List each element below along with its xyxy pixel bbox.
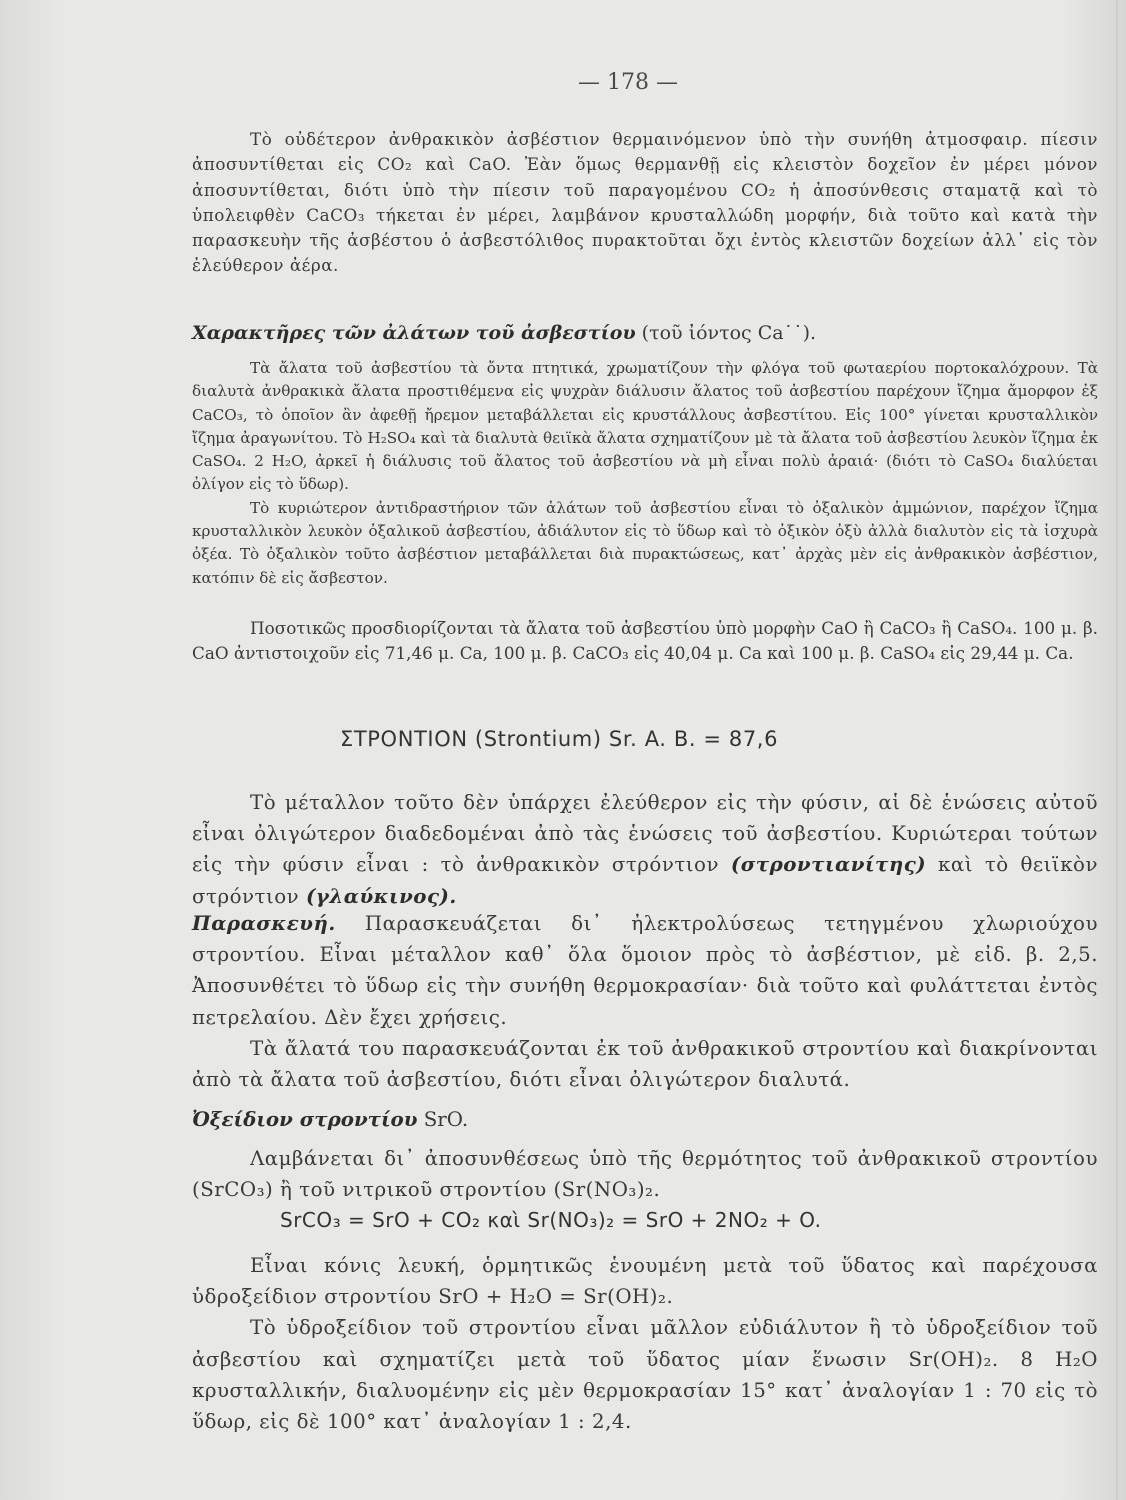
strontium-title: ΣΤΡΟΝΤΙΟΝ (Strontium) Sr. A. B. = 87,6 xyxy=(340,727,779,751)
hydroxide-para: Τὸ ὑδροξείδιον τοῦ στροντίου εἶναι μᾶλλον εὐδιάλυτον ἢ τὸ ὑδροξείδιον τοῦ ἀσβεστίου καὶ σχηματίζει μετὰ τοῦ ὕδατος μίαν ἕνωσιν Sr(OH)₂. 8 H₂O κρυσταλλικήν, διαλυομένην εἰς μὲν θερμοκρασίαν 15° κατ᾿ ἀναλογίαν 1 : 70 εἰς τὸ ὕδωρ, εἰς δὲ 100° κατ᾿ ἀναλογίαν 1 : 2,4. xyxy=(192,1316,1098,1434)
strontium-intro-b: καὶ τὸ θειϊκὸν στρόντιον xyxy=(192,853,1098,908)
strontium-preparation xyxy=(192,908,1098,1095)
preparation-heading: Παρασκευή. xyxy=(192,911,336,935)
strontium-oxide-props xyxy=(192,1250,1098,1437)
calcium-salts-heading-suffix: (τοῦ ἰόντος Ca˙˙). xyxy=(635,322,817,344)
calcium-para-4: Ποσοτικῶς προσδιορίζονται τὰ ἄλατα τοῦ ἀσβεστίου ὑπὸ μορφὴν CaO ἢ CaCO₃ ἢ CaSO₄. 100 μ. β. CaO ἀντιστοιχοῦν εἰς 71,46 μ. Ca, 100 μ. β. CaCO₃ εἰς 40,04 μ. Ca καὶ 100 μ. β. CaSO₄ εἰς 29,44 μ. Ca. xyxy=(192,618,1098,664)
oxide-heading: Ὀξείδιον στροντίου xyxy=(192,1107,418,1131)
calcium-salts-text xyxy=(192,357,1098,590)
calcium-para-2: Τὰ ἄλατα τοῦ ἀσβεστίου τὰ ὄντα πτητικά, χρωματίζουν τὴν φλόγα τοῦ φωταερίου πορτοκαλόχρουν. Τὰ διαλυτὰ ἀνθρακικὰ ἄλατα προστιθέμενα εἰς ψυχρὰν διάλυσιν ἄλατος τοῦ ἀσβεστίου παρέχουν ἴζημα ἄμορφον ἐξ CaCO₃, τὸ ὁποῖον ἂν ἀφεθῇ ἤρεμον μεταβάλλεται εἰς κρυστάλλους ἀσβεστίτου. Εἰς 100° γίνεται κρυσταλλικὸν ἴζημα ἀραγωνίτου. Τὸ H₂SO₄ καὶ τὰ διαλυτὰ θειϊκὰ ἄλατα σχηματίζουν μὲ τὰ ἄλατα τοῦ ἀσβεστίου λευκὸν ἴζημα ἐκ CaSO₄. 2 H₂O, ἀρκεῖ ἡ διάλυσις τοῦ ἄλατος τοῦ ἀσβεστίου νὰ μὴ εἶναι πολὺ ἀραιά· (διότι τὸ CaSO₄ διαλύεται ὀλίγον εἰς τὸ ὕδωρ). xyxy=(192,359,1098,494)
page-number: — 178 — xyxy=(578,70,678,95)
strontium-oxide-prep xyxy=(192,1143,1098,1205)
strontium-intro-a: Τὸ μέταλλον τοῦτο δὲν ὑπάρχει ἐλεύθερον εἰς τὴν φύσιν, αἱ δὲ ἑνώσεις αὐτοῦ εἶναι ὀλιγώτερον διαδεδομέναι ἀπὸ τὰς ἑνώσεις τοῦ ἀσβεστίου. Κυριώτεραι τούτων εἰς τὴν φύσιν εἶναι : τὸ ἀνθρακικὸν στρόντιον xyxy=(192,791,1098,877)
strontium-intro xyxy=(192,787,1098,912)
calcium-salts-heading-line xyxy=(192,320,1098,346)
oxide-props-para: Εἶναι κόνις λευκή, ὁρμητικῶς ἑνουμένη μετὰ τοῦ ὕδατος καὶ παρέχουσα ὑδροξείδιον στροντίου SrO + H₂O = Sr(OH)₂. xyxy=(192,1254,1098,1309)
strontium-prep-para xyxy=(192,908,1098,1033)
decomposition-equation: SrCO₃ = SrO + CO₂ καὶ Sr(NO₃)₂ = SrO + 2NO₂ + O. xyxy=(280,1208,822,1232)
calcium-para-3: Τὸ κυριώτερον ἀντιδραστήριον τῶν ἀλάτων τοῦ ἀσβεστίου εἶναι τὸ ὀξαλικὸν ἀμμώνιον, παρέχον ἴζημα κρυσταλλικὸν λευκὸν ὀξαλικοῦ ἀσβεστίου, ἀδιάλυτον εἰς τὸ ὕδωρ καὶ τὸ ὀξικὸν ὀξὺ ἀλλὰ διαλυτὸν εἰς τὰ ἰσχυρὰ ὀξέα. Τὸ ὀξαλικὸν τοῦτο ἀσβέστιον μεταβάλλεται διὰ πυρακτώσεως, κατ᾿ ἀρχὰς μὲν εἰς ἀνθρακικὸν ἀσβέστιον, κατόπιν δὲ εἰς ἄσβεστον. xyxy=(192,498,1098,587)
calcium-para-1: Τὸ οὐδέτερον ἀνθρακικὸν ἀσβέστιον θερμαινόμενον ὑπὸ τὴν συνήθη ἀτμοσφαιρ. πίεσιν ἀποσυντίθεται εἰς CO₂ καὶ CaO. Ἐὰν ὅμως θερμανθῇ εἰς κλειστὸν δοχεῖον ἐν μέρει μόνον ἀποσυντίθεται, διότι ὑπὸ τὴν πίεσιν τοῦ παραγομένου CO₂ ἡ ἀποσύνθεσις σταματᾷ καὶ τὸ ὑπολειφθὲν CaCO₃ τήκεται ἐν μέρει, λαμβάνον κρυσταλλώδη μορφήν, διὰ τοῦτο καὶ κατὰ τὴν παρασκευὴν τῆς ἀσβέστου ὁ ἀσβεστόλιθος πυρακτοῦται ὄχι ἐντὸς κλειστῶν δοχείων ἀλλ᾿ εἰς τὸν ἐλεύθερον ἀέρα. xyxy=(192,129,1098,276)
page-edge-shadow xyxy=(1116,0,1118,1500)
oxide-prep-para: Λαμβάνεται δι᾿ ἀποσυνθέσεως ὑπὸ τῆς θερμότητος τοῦ ἀνθρακικοῦ στροντίου (SrCO₃) ἢ τοῦ νιτρικοῦ στροντίου (Sr(NO₃)₂. xyxy=(192,1147,1098,1202)
preparation-text: Παρασκευάζεται δι᾿ ἠλεκτρολύσεως τετηγμένου χλωριούχου στροντίου. Εἶναι μέταλλον καθ᾿ ὅλα ὅμοιον πρὸς τὸ ἀσβέστιον, μὲ εἰδ. β. 2,5. Ἀποσυνθέτει τὸ ὕδωρ εἰς τὴν συνήθη θερμοκρασίαν· διὰ τοῦτο καὶ φυλάττεται ἐντὸς πετρελαίου. Δὲν ἔχει χρήσεις. xyxy=(192,912,1098,1029)
celestine-term: (γλαύκινος). xyxy=(305,883,457,908)
oxide-formula: SrO. xyxy=(417,1108,469,1131)
strontium-salts-para: Τὰ ἄλατά του παρασκευάζονται ἐκ τοῦ ἀνθρακικοῦ στροντίου καὶ διακρίνονται ἀπὸ τὰ ἄλατα τοῦ ἀσβεστίου, διότι εἶναι ὀλιγώτερον διαλυτά. xyxy=(192,1036,1098,1092)
calcium-quantitative xyxy=(192,616,1098,667)
strontium-intro-para xyxy=(192,787,1098,912)
strontianite-term: (στροντιανίτης) xyxy=(730,852,927,877)
strontium-oxide-heading-line xyxy=(192,1104,1098,1135)
calcium-salts-heading: Χαρακτῆρες τῶν ἀλάτων τοῦ ἀσβεστίου xyxy=(192,322,636,344)
calcium-carbonate-paragraph xyxy=(192,127,1098,279)
